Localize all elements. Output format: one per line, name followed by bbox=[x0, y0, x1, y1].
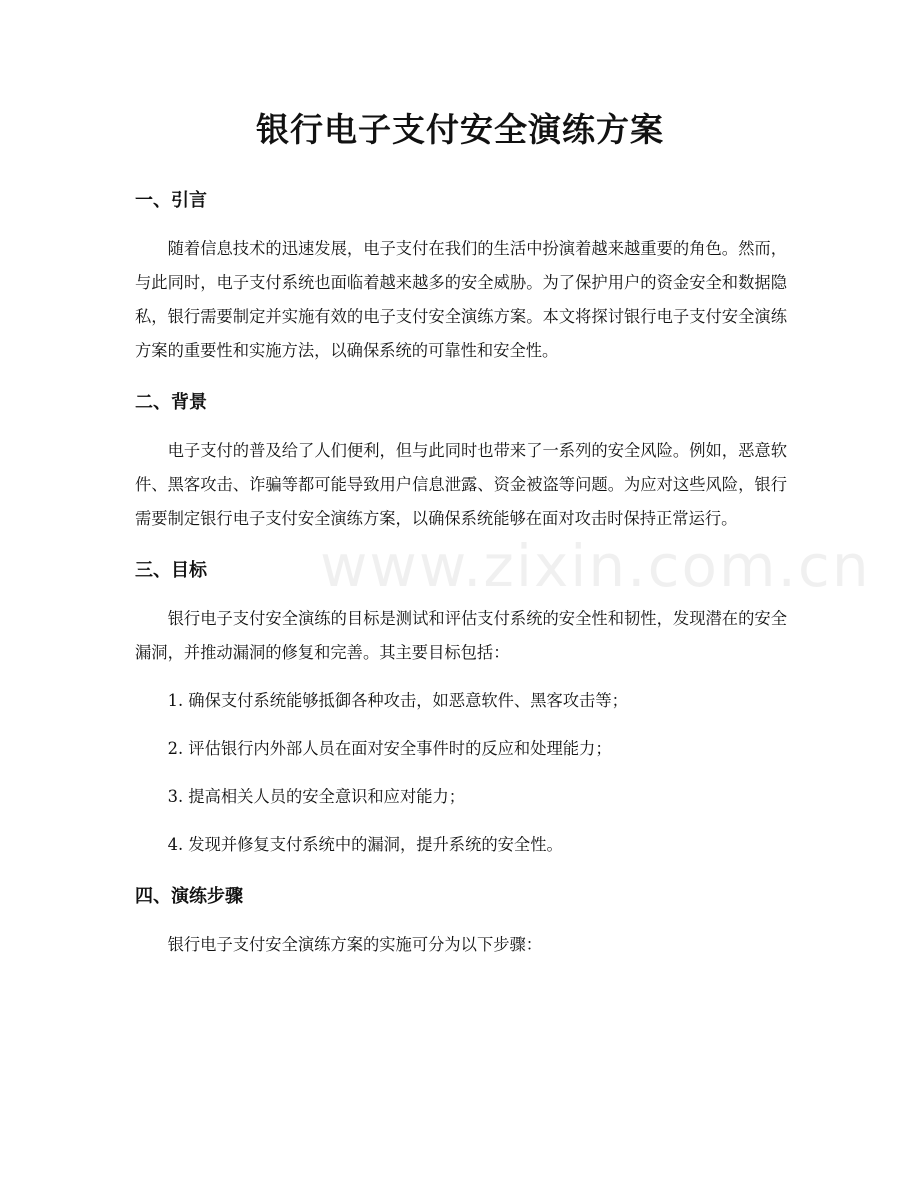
section-background bbox=[135, 386, 787, 554]
section-steps bbox=[135, 880, 787, 962]
list-item: 4. 发现并修复支付系统中的漏洞，提升系统的安全性。 bbox=[167, 835, 563, 854]
section-paragraph: 电子支付的普及给了人们便利，但与此同时也带来了一系列的安全风险。例如，恶意软件、黑客攻击、诈骗等都可能导致用户信息泄露、资金被盗等问题。为应对这些风险，银行需要制定银行电子支付安全演练方案，以确保系统能够在面对攻击时保持正常运行。 bbox=[135, 441, 787, 528]
section-heading: 四、演练步骤 bbox=[135, 886, 243, 907]
section-paragraph: 随着信息技术的迅速发展，电子支付在我们的生活中扮演着越来越重要的角色。然而，与此同时，电子支付系统也面临着越来越多的安全威胁。为了保护用户的资金安全和数据隐私，银行需要制定并实施有效的电子支付安全演练方案。本文将探讨银行电子支付安全演练方案的重要性和实施方法，以确保系统的可靠性和安全性。 bbox=[135, 239, 787, 360]
watermark: www.zixin.com.cn bbox=[320, 532, 871, 600]
section-paragraph: 银行电子支付安全演练方案的实施可分为以下步骤： bbox=[167, 935, 543, 954]
document-body bbox=[135, 184, 787, 962]
section-goals bbox=[135, 554, 787, 880]
list-item: 2. 评估银行内外部人员在面对安全事件时的反应和处理能力； bbox=[167, 739, 612, 758]
list-item: 1. 确保支付系统能够抵御各种攻击，如恶意软件、黑客攻击等； bbox=[167, 691, 628, 710]
section-paragraph: 银行电子支付安全演练的目标是测试和评估支付系统的安全性和韧性，发现潜在的安全漏洞，并推动漏洞的修复和完善。其主要目标包括： bbox=[135, 609, 787, 662]
section-heading: 一、引言 bbox=[135, 190, 207, 211]
list-item: 3. 提高相关人员的安全意识和应对能力； bbox=[167, 787, 466, 806]
document-title: 银行电子支付安全演练方案 bbox=[256, 110, 664, 149]
section-introduction bbox=[135, 184, 787, 386]
section-heading: 二、背景 bbox=[135, 392, 207, 413]
section-heading: 三、目标 bbox=[135, 560, 207, 581]
